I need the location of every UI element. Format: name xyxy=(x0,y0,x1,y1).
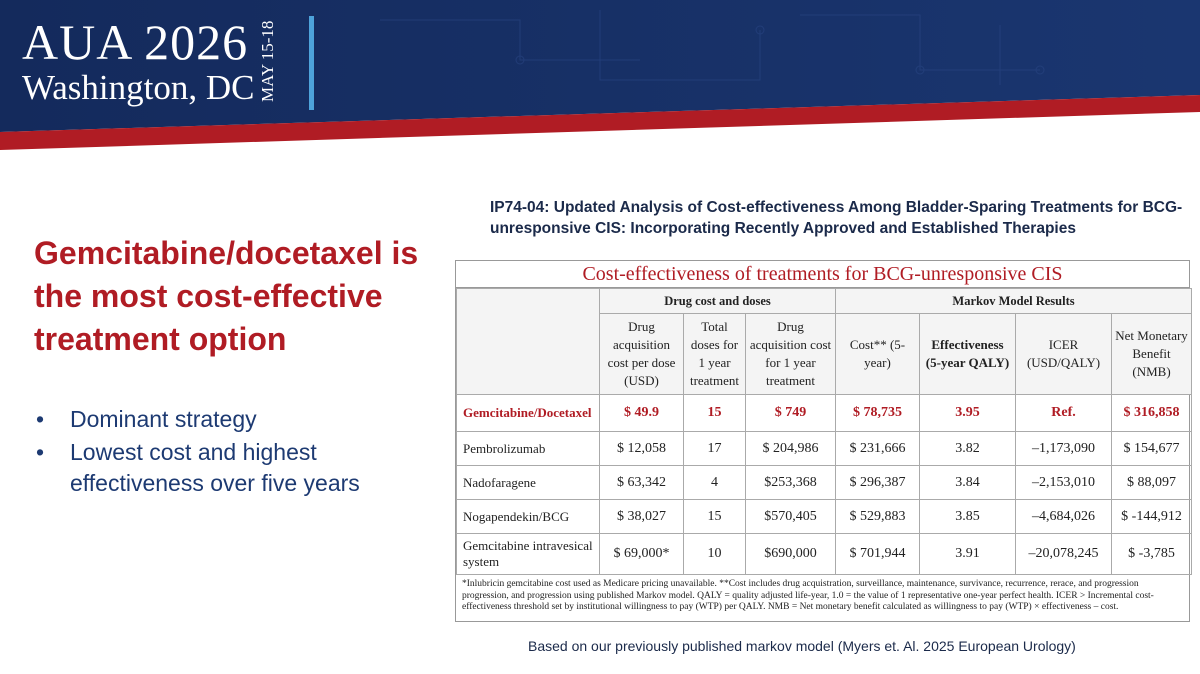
bullet-list xyxy=(34,404,414,501)
table-footnote: *Inlubricin gemcitabine cost used as Medicare pricing unavailable. **Cost includes drug acquistration, surveillance, maintenance, survivance, recurrence, rerace, and progression progression, and progression using published Markov model. QALY = quality adjusted life-year, 1.0 = the value of 1 representative one-year perfect health. ICER > Incremental cost-effectiveness threshold set by institutional willingness to pay (WTP) per QALY. NMB = Net monetary benefit calculated as willingness to pay (WTP) × effectiveness – cost. xyxy=(462,579,1154,612)
table-cell: 3.82 xyxy=(920,432,1016,466)
col-header: Drug acquisition cost for 1 year treatment xyxy=(746,314,836,395)
table-row xyxy=(457,534,1192,575)
conference-name: AUA 2026 xyxy=(22,14,249,70)
table-row xyxy=(457,466,1192,500)
table-cell: $ -3,785 xyxy=(1112,534,1192,575)
table-cell: –2,153,010 xyxy=(1016,466,1112,500)
table-cell: $ 296,387 xyxy=(836,466,920,500)
table-cell: $ 204,986 xyxy=(746,432,836,466)
table-cell: $ 701,944 xyxy=(836,534,920,575)
table-cell: $ 749 xyxy=(746,395,836,432)
table-cell: –4,684,026 xyxy=(1016,500,1112,534)
table-title: Cost-effectiveness of treatments for BCG-unresponsive CIS xyxy=(456,261,1189,288)
results-table xyxy=(455,260,1190,622)
table-cell: $690,000 xyxy=(746,534,836,575)
table-cell: $ 529,883 xyxy=(836,500,920,534)
table-cell: $253,368 xyxy=(746,466,836,500)
table-cell: $ 38,027 xyxy=(600,500,684,534)
table-cell: 3.85 xyxy=(920,500,1016,534)
table-cell: 17 xyxy=(684,432,746,466)
header-banner xyxy=(0,0,1200,155)
table-cell: $ 12,058 xyxy=(600,432,684,466)
table-cell: 4 xyxy=(684,466,746,500)
table-cell: –20,078,245 xyxy=(1016,534,1112,575)
table-cell: $ 88,097 xyxy=(1112,466,1192,500)
table-cell: Nadofaragene xyxy=(457,466,600,500)
col-header: Drug acquisition cost per dose (USD) xyxy=(600,314,684,395)
conference-city: Washington, DC xyxy=(22,68,255,107)
col-header: ICER (USD/QALY) xyxy=(1016,314,1112,395)
conference-logo xyxy=(22,14,254,108)
slide-headline: Gemcitabine/docetaxel is the most cost-effective treatment option xyxy=(34,235,419,357)
table-cell: $ 78,735 xyxy=(836,395,920,432)
col-header: Effectiveness (5-year QALY) xyxy=(920,314,1016,395)
table-cell: 3.91 xyxy=(920,534,1016,575)
table-row xyxy=(457,500,1192,534)
table-cell: 3.84 xyxy=(920,466,1016,500)
table-cell: $ 316,858 xyxy=(1112,395,1192,432)
bullet-item: • Dominant strategy xyxy=(34,404,414,435)
table-cell: 15 xyxy=(684,500,746,534)
treatment-header-cell xyxy=(457,289,600,395)
accent-divider xyxy=(309,16,314,110)
table-cell: $570,405 xyxy=(746,500,836,534)
table-cell: $ 154,677 xyxy=(1112,432,1192,466)
table-cell: 3.95 xyxy=(920,395,1016,432)
table-cell: Pembrolizumab xyxy=(457,432,600,466)
group-header-markov: Markov Model Results xyxy=(836,289,1192,314)
table-cell: $ 231,666 xyxy=(836,432,920,466)
table-cell: Nogapendekin/BCG xyxy=(457,500,600,534)
table-cell: $ 69,000* xyxy=(600,534,684,575)
conference-dates: MAY 15-18 xyxy=(258,20,277,102)
col-header: Cost** (5-year) xyxy=(836,314,920,395)
col-header: Total doses for 1 year treatment xyxy=(684,314,746,395)
table-cell: –1,173,090 xyxy=(1016,432,1112,466)
bullet-item: • Lowest cost and highest effectiveness over five years xyxy=(34,437,414,499)
table-cell: $ 63,342 xyxy=(600,466,684,500)
table-cell: Gemcitabine intravesical system xyxy=(457,534,600,575)
table-cell: $ 49.9 xyxy=(600,395,684,432)
table-row xyxy=(457,432,1192,466)
table-cell: $ -144,912 xyxy=(1112,500,1192,534)
table-cell: 15 xyxy=(684,395,746,432)
footer-citation: Based on our previously published markov model (Myers et. Al. 2025 European Urology) xyxy=(528,638,1076,654)
group-header-drug: Drug cost and doses xyxy=(600,289,836,314)
table-cell: Ref. xyxy=(1016,395,1112,432)
col-header: Net Monetary Benefit (NMB) xyxy=(1112,314,1192,395)
table-cell: Gemcitabine/Docetaxel xyxy=(457,395,600,432)
table-cell: 10 xyxy=(684,534,746,575)
abstract-title: IP74-04: Updated Analysis of Cost-effectiveness Among Bladder-Sparing Treatments for BCG-unresponsive CIS: Incorporating Recently Approved and Established Therapies xyxy=(490,199,1183,237)
table-row xyxy=(457,395,1192,432)
